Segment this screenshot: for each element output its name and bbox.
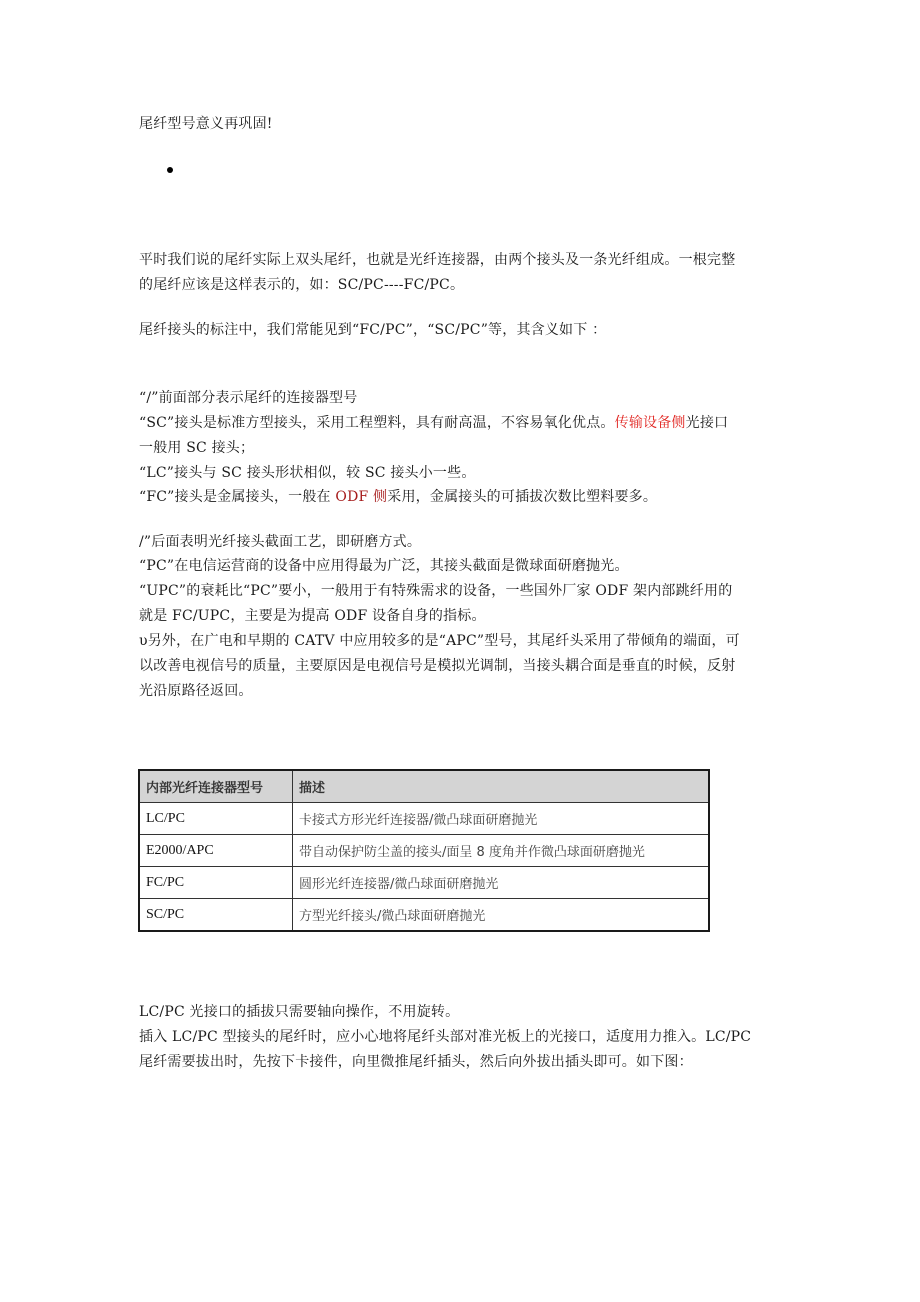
front-section-heading: “/”前面部分表示尾纤的连接器型号 — [139, 390, 358, 406]
sc-description-line-2: 一般用 SC 接头； — [139, 440, 255, 456]
apc-description-line-2: 以改善电视信号的质量，主要原因是电视信号是模拟光调制，当接头耦合面是垂直的时候，反射 — [139, 658, 736, 674]
table-header-row — [139, 770, 709, 803]
sc-description-line-1 — [139, 413, 728, 433]
sc-text-b: 光接口 — [685, 415, 729, 431]
table-row — [139, 867, 709, 899]
cell-description: 卡接式方形光纤连接器/微凸球面研磨抛光 — [293, 803, 710, 835]
back-section-heading: /”后面表明光纤接头截面工艺，即研磨方式。 — [139, 534, 422, 550]
pc-description: “PC”在电信运营商的设备中应用得最为广泛，其接头截面是微球面研磨抛光。 — [139, 558, 629, 574]
cell-description: 方型光纤接头/微凸球面研磨抛光 — [293, 899, 710, 932]
table-row — [139, 835, 709, 867]
cell-model: E2000/APC — [139, 835, 293, 867]
lc-description: “LC”接头与 SC 接头形状相似，较 SC 接头小一些。 — [139, 465, 476, 481]
intro-line-2: 的尾纤应该是这样表示的，如：SC/PC----FC/PC。 — [139, 277, 465, 293]
upc-description-line-2: 就是 FC/UPC，主要是为提高 ODF 设备自身的指标。 — [139, 608, 486, 624]
cell-description: 带自动保护防尘盖的接头/面呈 8 度角并作微凸球面研磨抛光 — [293, 835, 710, 867]
transmission-side-highlight: 传输设备侧 — [614, 415, 686, 431]
meaning-intro: 尾纤接头的标注中，我们常能见到“FC/PC”，“SC/PC”等，其含义如下 ： — [139, 322, 607, 338]
lcpc-line-2: 插入 LC/PC 型接头的尾纤时，应小心地将尾纤头部对准光板上的光接口，适度用力推入。LC/PC — [139, 1029, 752, 1045]
document-title: 尾纤型号意义再巩固! — [139, 116, 273, 132]
connector-table — [138, 769, 710, 932]
upc-description-line-1: “UPC”的衰耗比“PC”要小，一般用于有特殊需求的设备，一些国外厂家 ODF 架内部跳纤用的 — [139, 583, 733, 599]
intro-line-1: 平时我们说的尾纤实际上双头尾纤，也就是光纤连接器，由两个接头及一条光纤组成。一根完整 — [139, 252, 736, 268]
cell-model: LC/PC — [139, 803, 293, 835]
apc-description-line-1: υ另外，在广电和早期的 CATV 中应用较多的是“APC”型号，其尾纤头采用了带倾角的端面，可 — [139, 633, 740, 649]
lcpc-line-1: LC/PC 光接口的插拔只需要轴向操作，不用旋转。 — [139, 1004, 460, 1020]
apc-description-line-3: 光沿原路径返回。 — [139, 683, 253, 699]
cell-model: SC/PC — [139, 899, 293, 932]
cell-model: FC/PC — [139, 867, 293, 899]
sc-text-a: “SC”接头是标准方型接头，采用工程塑料，具有耐高温，不容易氧化优点。 — [139, 415, 615, 431]
fc-text-b: 采用，金属接头的可插拔次数比塑料要多。 — [387, 489, 658, 505]
table-row — [139, 899, 709, 932]
fc-text-a: “FC”接头是金属接头，一般在 — [139, 489, 336, 505]
table-row — [139, 803, 709, 835]
column-header-description: 描述 — [293, 770, 710, 803]
fc-description — [139, 487, 657, 507]
odf-side-highlight: ODF 侧 — [335, 489, 388, 505]
lcpc-line-3: 尾纤需要拔出时，先按下卡接件，向里微推尾纤插头，然后向外拔出插头即可。如下图： — [139, 1054, 693, 1070]
cell-description: 圆形光纤连接器/微凸球面研磨抛光 — [293, 867, 710, 899]
bullet-icon — [167, 167, 173, 173]
column-header-model: 内部光纤连接器型号 — [139, 770, 293, 803]
